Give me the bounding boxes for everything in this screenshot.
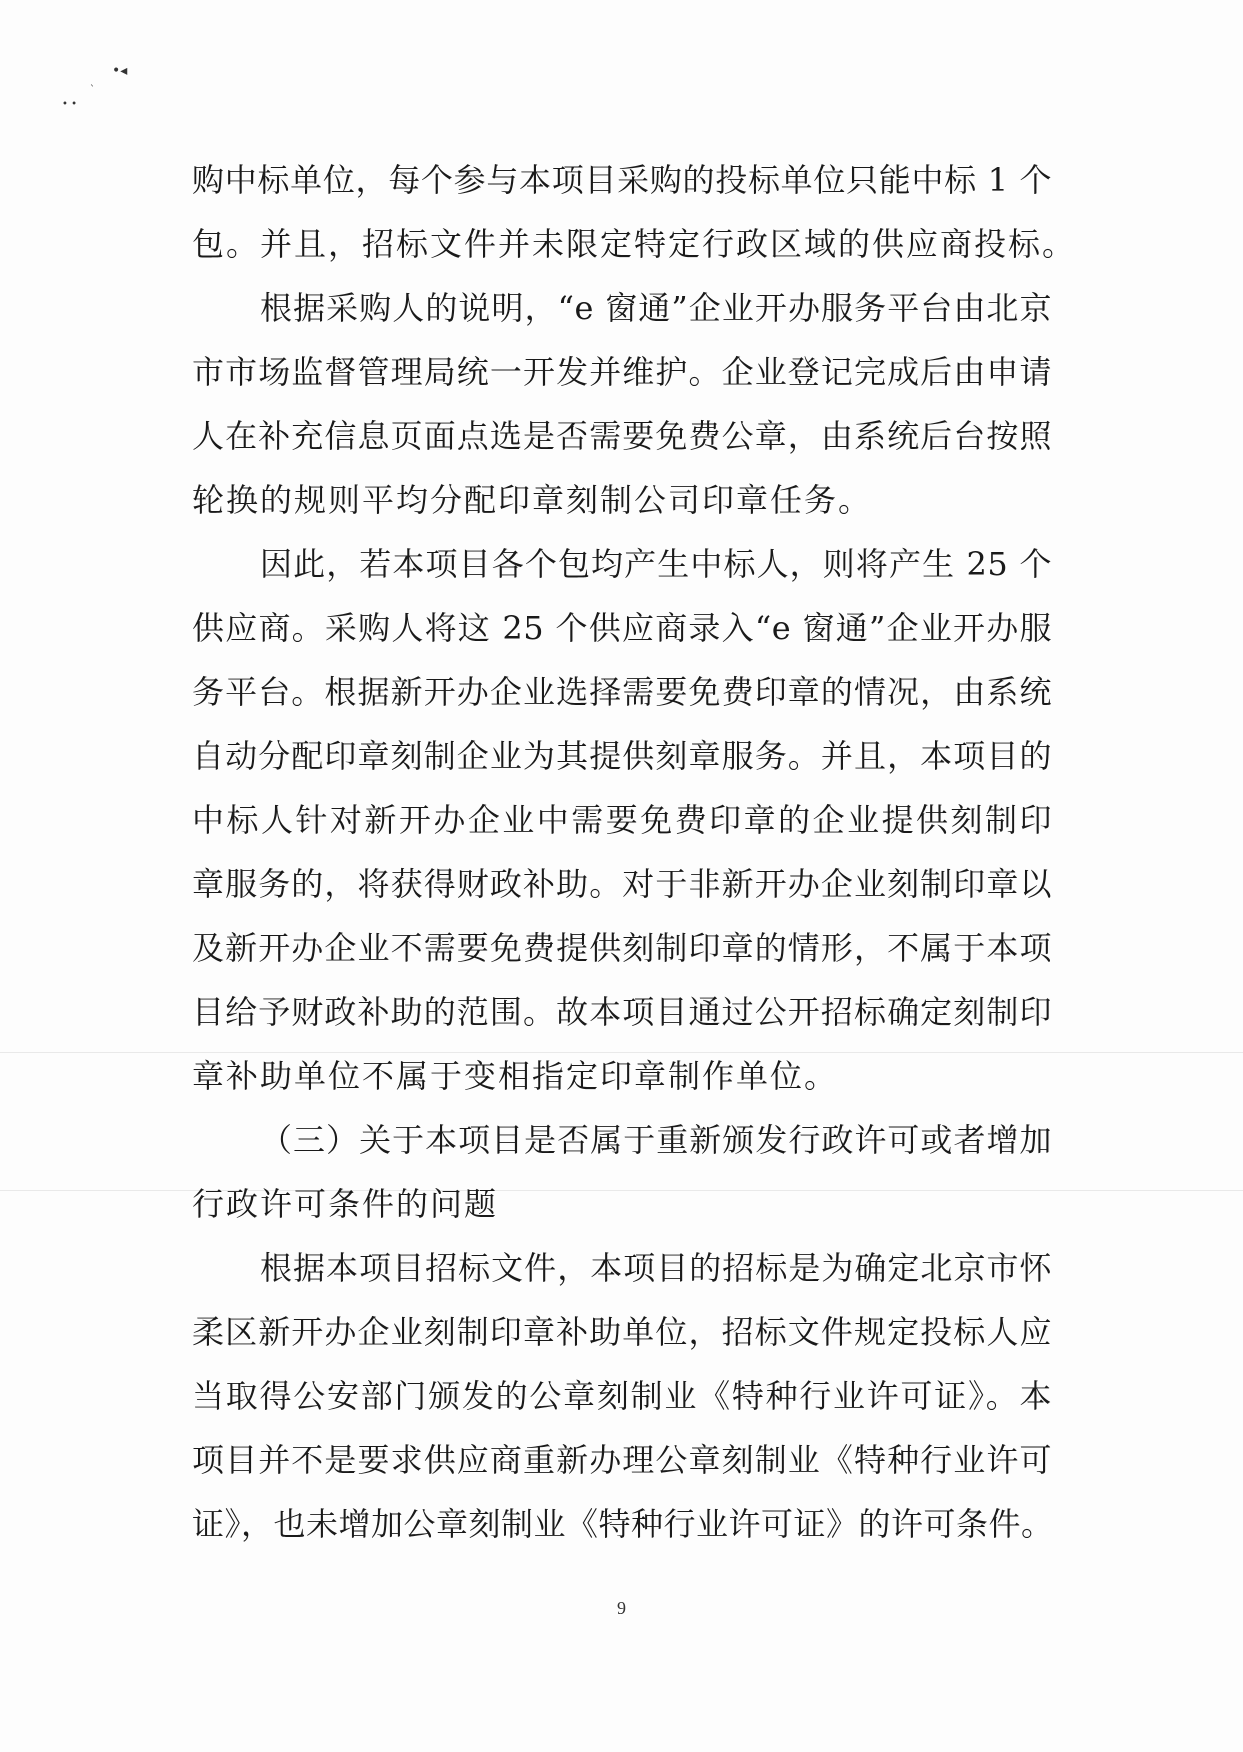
document-body (192, 148, 1077, 1556)
text-line: （三）关于本项目是否属于重新颁发行政许可或者增加 (260, 1121, 1052, 1159)
scan-speck-1: •◂ (112, 63, 128, 79)
text-line: 轮换的规则平均分配印章刻制公司印章任务。 (192, 481, 873, 519)
text-line: 务平台。根据新开办企业选择需要免费印章的情况，由系统 (192, 673, 1052, 711)
text-line: 供应商。采购人将这 25 个供应商录入“e 窗通”企业开办服 (192, 609, 1052, 647)
text-line: 市市场监督管理局统一开发并维护。企业登记完成后由申请 (192, 353, 1052, 391)
text-line: 柔区新开办企业刻制印章补助单位，招标文件规定投标人应 (192, 1313, 1052, 1351)
text-line: 中标人针对新开办企业中需要免费印章的企业提供刻制印 (192, 801, 1052, 839)
text-line: 章补助单位不属于变相指定印章制作单位。 (192, 1057, 839, 1095)
scan-speck-3: ˋ (90, 85, 95, 96)
scan-speck-2: • • (62, 99, 77, 110)
text-line: 当取得公安部门颁发的公章刻制业《特种行业许可证》。本 (192, 1377, 1052, 1415)
text-line: 目给予财政补助的范围。故本项目通过公开招标确定刻制印 (192, 993, 1052, 1031)
text-line: 行政许可条件的问题 (192, 1185, 499, 1223)
page-number: 9 (617, 1598, 626, 1618)
text-line: 购中标单位，每个参与本项目采购的投标单位只能中标 1 个 (192, 161, 1052, 199)
text-line: 因此，若本项目各个包均产生中标人，则将产生 25 个 (260, 545, 1052, 583)
text-line: 及新开办企业不需要免费提供刻制印章的情形，不属于本项 (192, 929, 1052, 967)
text-line: 项目并不是要求供应商重新办理公章刻制业《特种行业许可 (192, 1441, 1052, 1479)
text-line: 自动分配印章刻制企业为其提供刻章服务。并且，本项目的 (192, 737, 1052, 775)
text-line: 章服务的，将获得财政补助。对于非新开办企业刻制印章以 (192, 865, 1052, 903)
text-line: 证》，也未增加公章刻制业《特种行业许可证》的许可条件。 (192, 1505, 1054, 1543)
text-line: 人在补充信息页面点选是否需要免费公章，由系统后台按照 (192, 417, 1052, 455)
text-line: 根据本项目招标文件，本项目的招标是为确定北京市怀 (260, 1249, 1052, 1287)
text-line: 根据采购人的说明，“e 窗通”企业开办服务平台由北京 (260, 289, 1052, 327)
text-line: 包。并且，招标文件并未限定特定行政区域的供应商投标。 (192, 225, 1077, 263)
